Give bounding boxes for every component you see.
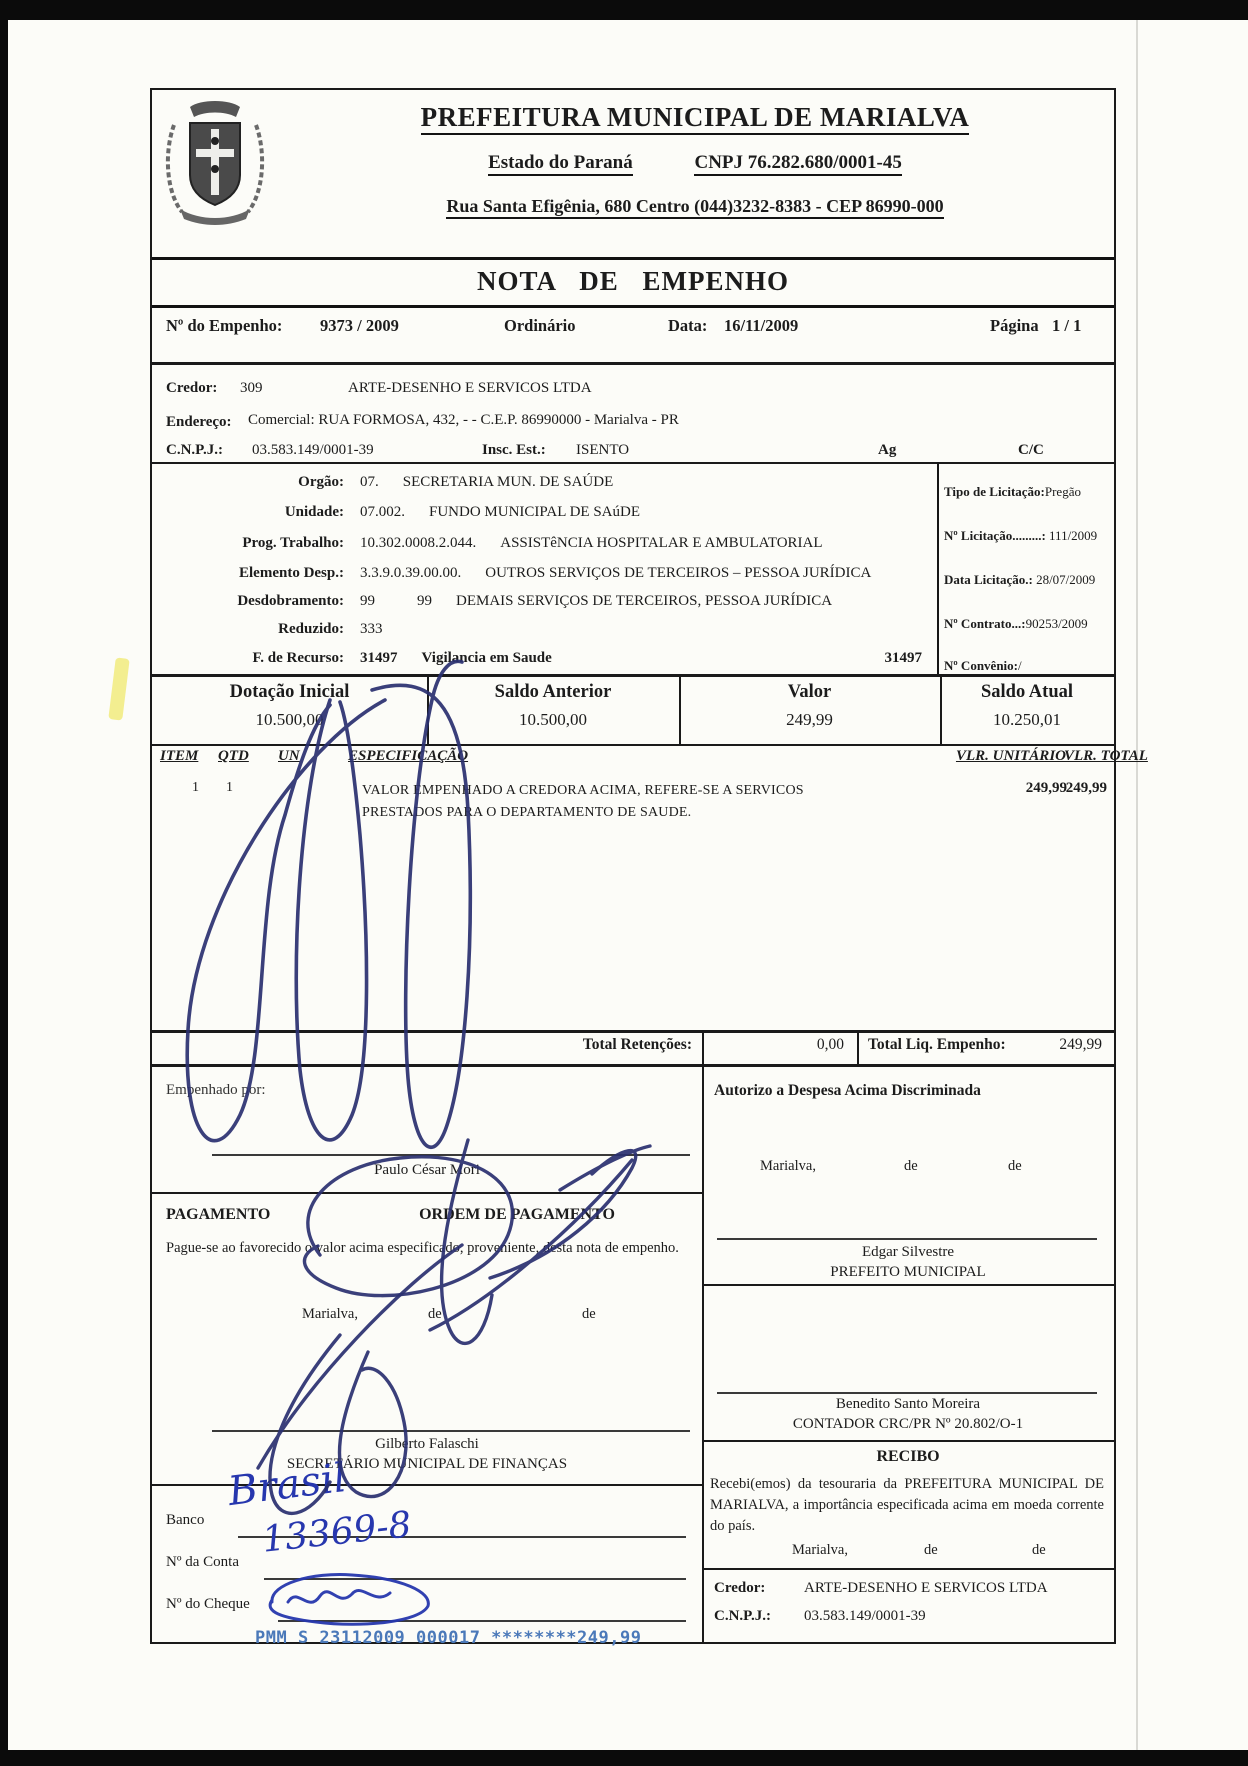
total-retencoes-label: Total Retenções: [582,1036,692,1053]
contrato-numero [944,616,1114,632]
numero-cheque-label: Nº do Cheque [166,1596,250,1612]
col-vlr-unitario: VLR. UNITÁRIO [955,748,1066,764]
row-code2: 99 [417,593,432,609]
data-licitacao-label: Data Licitação.: [944,572,1033,587]
saldo-anterior-value: 10.500,00 [519,710,587,729]
divider [702,1284,1114,1286]
document-band [152,257,1114,308]
empenho-number-value: 9373 / 2009 [320,316,399,335]
scan-edge-left [0,0,8,1766]
ordem-de-pagamento-title: ORDEM DE PAGAMENTO [419,1206,615,1223]
signature-line [717,1238,1097,1240]
col-vlr-total: VLR. TOTAL [1064,748,1148,764]
scan-edge-top [0,0,1248,20]
item-vlr-unitario: 249,99 [1025,780,1067,796]
row-code: 10.302.0008.2.044. [360,535,477,551]
row-code: 333 [360,621,383,637]
page-edge-shadow [1136,20,1138,1750]
divider [152,744,1114,746]
divider [152,1192,702,1194]
item-number: 1 [192,780,200,795]
header-state: Estado do Paraná [488,152,633,176]
de-word: de [1032,1542,1046,1558]
row-code: 07. [360,474,379,490]
row-desc: ASSISTêNCIA HOSPITALAR E AMBULATORIAL [500,535,823,551]
row-desc: FUNDO MUNICIPAL DE SAúDE [429,504,640,520]
licitacao-numero [944,528,1114,544]
num-convenio-label: Nº Convênio: [944,658,1018,673]
city-name: Marialva, [760,1158,816,1174]
divider [152,1064,1114,1067]
yellow-highlight-smear [108,657,129,720]
city-name: Marialva, [792,1542,848,1558]
row-label: Unidade: [284,504,344,520]
recibo-credor-label: Credor: [714,1580,766,1596]
col-item: ITEM [160,748,199,764]
fonte-recurso-code-right: 31497 [884,650,922,666]
header-cnpj: CNPJ 76.282.680/0001-45 [694,152,901,176]
credor-name: ARTE-DESENHO E SERVICOS LTDA [348,380,592,396]
city-name: Marialva, [302,1306,358,1322]
agencia-label: Ag [878,442,897,458]
dot-matrix-validation-print: PMM S 23112009 000017 ********249,99 [255,1628,642,1648]
cnpj-value: 03.583.149/0001-39 [252,442,374,458]
dotacao-inicial-label: Dotação Inicial [229,682,350,702]
row-code: 99 [360,593,375,609]
total-liq-empenho-value: 249,99 [1059,1036,1102,1053]
document-band-title: NOTA DE EMPENHO [476,266,790,296]
signature-line [212,1154,690,1156]
handwritten-conta-value: 13369-8 [260,1504,414,1561]
recibo-text: Recebi(emos) da tesouraria da PREFEITURA MUNICIPAL DE MARIALVA, a importância especificada acima em moeda corrente do país. [710,1476,1104,1535]
row-label: Desdobramento: [237,593,344,609]
empenho-date-value: 16/11/2009 [724,316,799,335]
data-licitacao-value: 28/07/2009 [1036,572,1096,587]
page-number-value: 1 / 1 [1052,316,1082,335]
row-label: F. de Recurso: [252,650,344,666]
endereco-value: Comercial: RUA FORMOSA, 432, - - C.E.P. 86990000 - Marialva - PR [248,412,679,428]
recibo-cnpj-label: C.N.P.J.: [714,1608,771,1624]
cheque-fill-line [278,1620,686,1622]
pague-se-text: Pague-se ao favorecido o valor acima especificado, proveniente, desta nota de empenho. [166,1240,679,1256]
convenio-numero [944,658,1114,674]
handwritten-banco-value: Brasil [225,1454,349,1516]
row-code: 31497 [360,650,398,666]
divider [702,1440,1114,1442]
row-desc: SECRETARIA MUN. DE SAÚDE [402,474,614,490]
row-desc: Vigilancia em Saude [421,650,552,666]
signature-line [212,1430,690,1432]
item-vlr-total: 249,99 [1065,780,1107,796]
item-qtd: 1 [226,780,234,795]
num-licitacao-label: Nº Licitação.........: [944,528,1046,543]
col-especificacao: ESPECIFICAÇÃO [348,748,469,764]
empenho-number-label: Nº do Empenho: [166,316,283,335]
divider [152,1030,1114,1033]
signer-role-contador: CONTADOR CRC/PR Nº 20.802/O-1 [792,1416,1024,1432]
pagamento-title: PAGAMENTO [166,1206,271,1223]
banco-label: Banco [166,1512,205,1528]
divider [152,362,1114,365]
tipo-licitacao-label: Tipo de Licitação: [944,484,1045,499]
endereco-label: Endereço: [166,414,232,430]
tipo-licitacao-value: Pregão [1044,484,1081,499]
credor-code: 309 [240,380,263,396]
signature-line [717,1392,1097,1394]
col-un: UN [278,748,300,764]
num-contrato-value: 90253/2009 [1025,616,1088,631]
dotacao-inicial-value: 10.500,00 [255,710,324,729]
row-label: Orgão: [298,474,344,490]
insc-est-value: ISENTO [576,442,630,458]
divider [152,674,1114,677]
recibo-credor-value: ARTE-DESENHO E SERVICOS LTDA [804,1580,1048,1596]
recibo-title: RECIBO [876,1448,940,1465]
signer-name-paulo-cesar-mori: Paulo César Mori [374,1162,480,1178]
header-title: PREFEITURA MUNICIPAL DE MARIALVA [421,102,970,135]
row-desc: DEMAIS SERVIÇOS DE TERCEIROS, PESSOA JURÍDICA [456,593,833,609]
divider [702,1030,704,1642]
col-qtd: QTD [218,748,249,764]
empenho-date-label: Data: [668,316,708,335]
signer-name-edgar-silvestre: Edgar Silvestre [861,1244,955,1260]
page-number-label: Página [990,316,1039,335]
total-liq-empenho-label: Total Liq. Empenho: [868,1036,1006,1053]
scan-edge-bottom [0,1750,1248,1766]
conta-fill-line [264,1578,686,1580]
licitacao-data [944,572,1114,588]
nota-de-empenho-document [150,88,1148,1644]
num-contrato-label: Nº Contrato...: [944,616,1026,631]
signer-role-prefeito: PREFEITO MUNICIPAL [830,1264,986,1280]
empenhado-por-label: Empenhado por: [166,1082,266,1098]
num-licitacao-value: 111/2009 [1049,528,1098,543]
credor-label: Credor: [166,380,218,396]
row-label: Elemento Desp.: [239,565,344,581]
scanned-page [8,20,1248,1750]
empenho-type: Ordinário [504,316,576,335]
total-retencoes-value: 0,00 [816,1036,844,1053]
row-code: 07.002. [360,504,405,520]
signer-role-secretario-financas: SECRETÁRIO MUNICIPAL DE FINANÇAS [286,1456,568,1472]
de-word: de [924,1542,938,1558]
signer-name-benedito-santo-moreira: Benedito Santo Moreira [835,1396,981,1412]
valor-value: 249,99 [786,710,833,729]
municipal-crest-logo [160,97,270,225]
saldo-atual-value: 10.250,01 [993,710,1061,729]
row-label: Reduzido: [278,621,344,637]
saldo-atual-label: Saldo Atual [980,682,1074,702]
insc-est-label: Insc. Est.: [482,442,546,458]
header-address: Rua Santa Efigênia, 680 Centro (044)3232-8383 - CEP 86990-000 [446,196,943,219]
de-word: de [428,1306,442,1322]
item-espec: VALOR EMPENHADO A CREDORA ACIMA, REFERE-SE A SERVICOS PRESTADOS PARA O DEPARTAMENTO DE SAUDE. [362,783,804,820]
row-desc: OUTROS SERVIÇOS DE TERCEIROS – PESSOA JURÍDICA [485,565,872,581]
num-convenio-value: / [1018,658,1022,673]
saldo-anterior-label: Saldo Anterior [494,682,612,702]
cnpj-label: C.N.P.J.: [166,442,223,458]
de-word: de [582,1306,596,1322]
de-word: de [1008,1158,1022,1174]
divider [857,1030,859,1064]
numero-conta-label: Nº da Conta [166,1554,239,1570]
row-label: Prog. Trabalho: [242,535,344,551]
recibo-cnpj-value: 03.583.149/0001-39 [804,1608,926,1624]
signer-name-gilberto-falaschi: Gilberto Falaschi [375,1436,479,1452]
autorizo-despesa-title: Autorizo a Despesa Acima Discriminada [714,1082,981,1099]
row-code: 3.3.9.0.39.00.00. [360,565,462,581]
de-word: de [904,1158,918,1174]
licitacao-box [937,462,1116,674]
valor-label: Valor [787,682,832,702]
divider [702,1568,1114,1570]
licitacao-tipo [944,484,1114,500]
conta-corrente-label: C/C [1018,442,1044,458]
